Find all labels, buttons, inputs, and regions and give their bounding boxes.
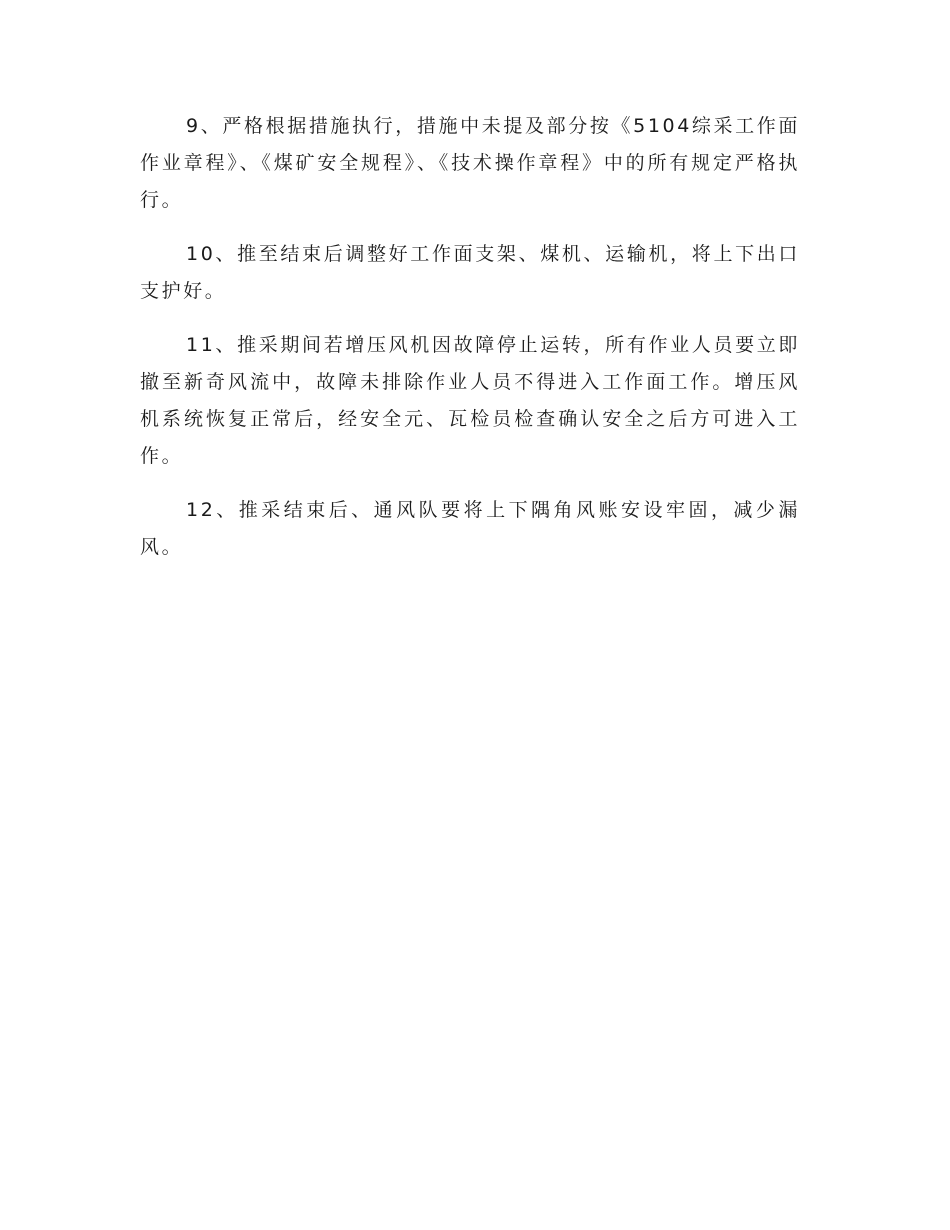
document-body bbox=[140, 108, 800, 583]
paragraph-item-11: 11、推采期间若增压风机因故障停止运转，所有作业人员要立即撤至新奇风流中，故障未排除作业人员不得进入工作面工作。增压风机系统恢复正常后，经安全元、瓦检员检查确认安全之后方可进入工作。 bbox=[140, 334, 800, 467]
paragraph-item-9: 9、严格根据措施执行，措施中未提及部分按《5104综采工作面作业章程》、《煤矿安全规程》、《技术操作章程》中的所有规定严格执行。 bbox=[140, 115, 800, 211]
paragraph-item-10: 10、推至结束后调整好工作面支架、煤机、运输机，将上下出口支护好。 bbox=[140, 243, 800, 302]
paragraph-item-12: 12、推采结束后、通风队要将上下隅角风账安设牢固，减少漏风。 bbox=[140, 499, 800, 558]
